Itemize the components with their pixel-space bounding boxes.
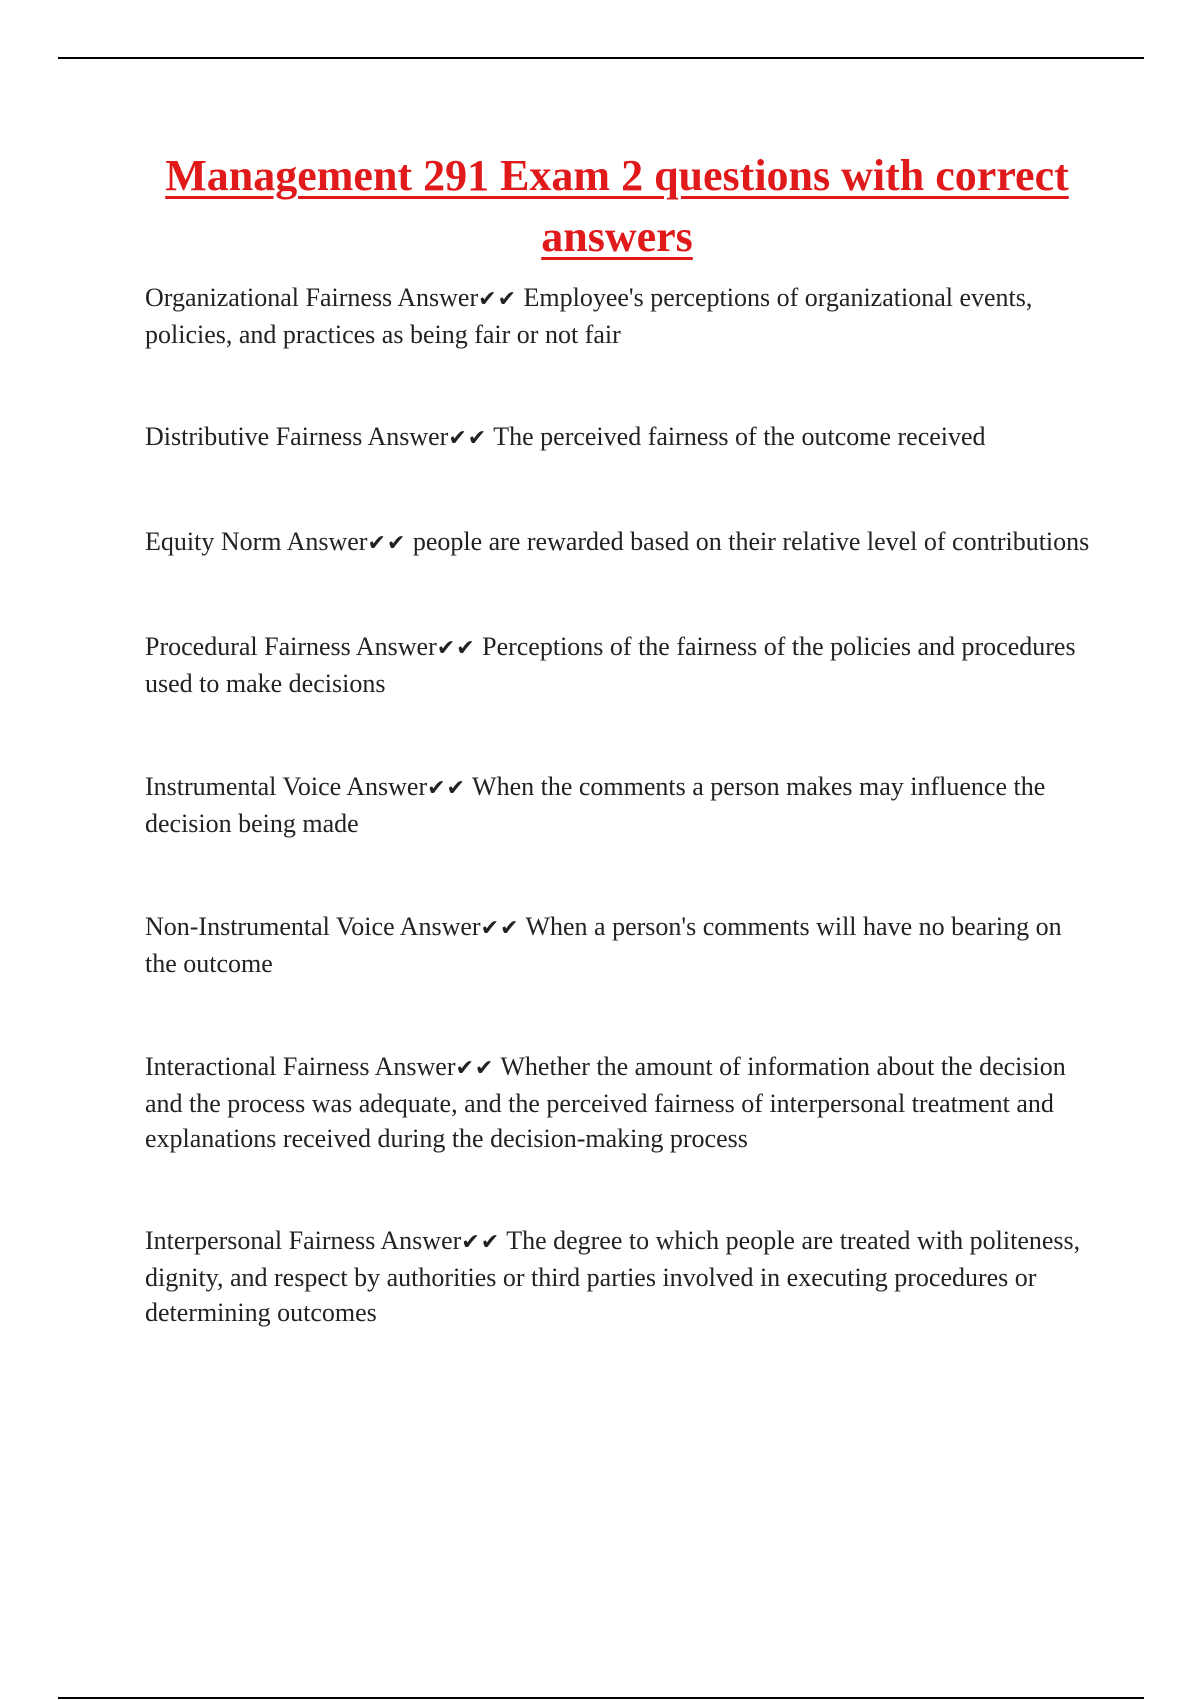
qa-entry (145, 1223, 1090, 1330)
entry-term: Interpersonal Fairness (145, 1226, 376, 1255)
document-title: Management 291 Exam 2 questions with correct answers (165, 151, 1069, 261)
answer-label: Answer (286, 527, 368, 556)
entry-definition: Whether the amount of information about the decision and the process was adequate, and the perceived fairness of interpersonal treatment and explanations received during the decision-making process (145, 1052, 1066, 1153)
entry-term: Organizational Fairness (145, 283, 393, 312)
qa-list (145, 280, 1090, 1330)
double-check-icon: ✔✔ (448, 426, 488, 451)
entry-definition: Employee's perceptions of organizational events, policies, and practices as being fair or not fair (145, 283, 1033, 349)
entry-term: Distributive Fairness (145, 422, 363, 451)
entry-term: Equity Norm (145, 527, 282, 556)
qa-entry (145, 280, 1090, 352)
entry-definition: When a person's comments will have no bearing on the outcome (145, 912, 1062, 978)
double-check-icon: ✔✔ (461, 1230, 501, 1255)
entry-term: Non-Instrumental Voice (145, 912, 395, 941)
double-check-icon: ✔✔ (436, 636, 476, 661)
answer-label: Answer (355, 632, 437, 661)
double-check-icon: ✔✔ (455, 1056, 495, 1081)
bottom-divider (58, 1697, 1144, 1699)
answer-label: Answer (367, 422, 449, 451)
double-check-icon: ✔✔ (480, 916, 520, 941)
qa-entry (145, 909, 1090, 981)
double-check-icon: ✔✔ (367, 531, 407, 556)
qa-entry (145, 629, 1090, 701)
answer-label: Answer (397, 283, 479, 312)
entry-definition: The perceived fairness of the outcome received (493, 422, 986, 451)
qa-entry (145, 419, 1090, 456)
answer-label: Answer (399, 912, 481, 941)
entry-term: Interactional Fairness (145, 1052, 370, 1081)
entry-definition: Perceptions of the fairness of the policies and procedures used to make decisions (145, 632, 1076, 698)
answer-label: Answer (374, 1052, 456, 1081)
entry-definition: people are rewarded based on their relative level of contributions (412, 527, 1090, 556)
qa-entry (145, 1049, 1090, 1156)
entry-term: Procedural Fairness (145, 632, 351, 661)
qa-entry (145, 524, 1090, 561)
qa-entry (145, 769, 1090, 841)
double-check-icon: ✔✔ (478, 287, 518, 312)
answer-label: Answer (380, 1226, 462, 1255)
entry-definition: The degree to which people are treated with politeness, dignity, and respect by authorities or third parties involved in executing procedures or determining outcomes (145, 1226, 1081, 1327)
double-check-icon: ✔✔ (427, 776, 466, 801)
top-divider (58, 57, 1144, 59)
answer-label: Answer (346, 772, 428, 801)
entry-definition: When the comments a person makes may influence the decision being made (145, 772, 1046, 838)
entry-term: Instrumental Voice (145, 772, 342, 801)
